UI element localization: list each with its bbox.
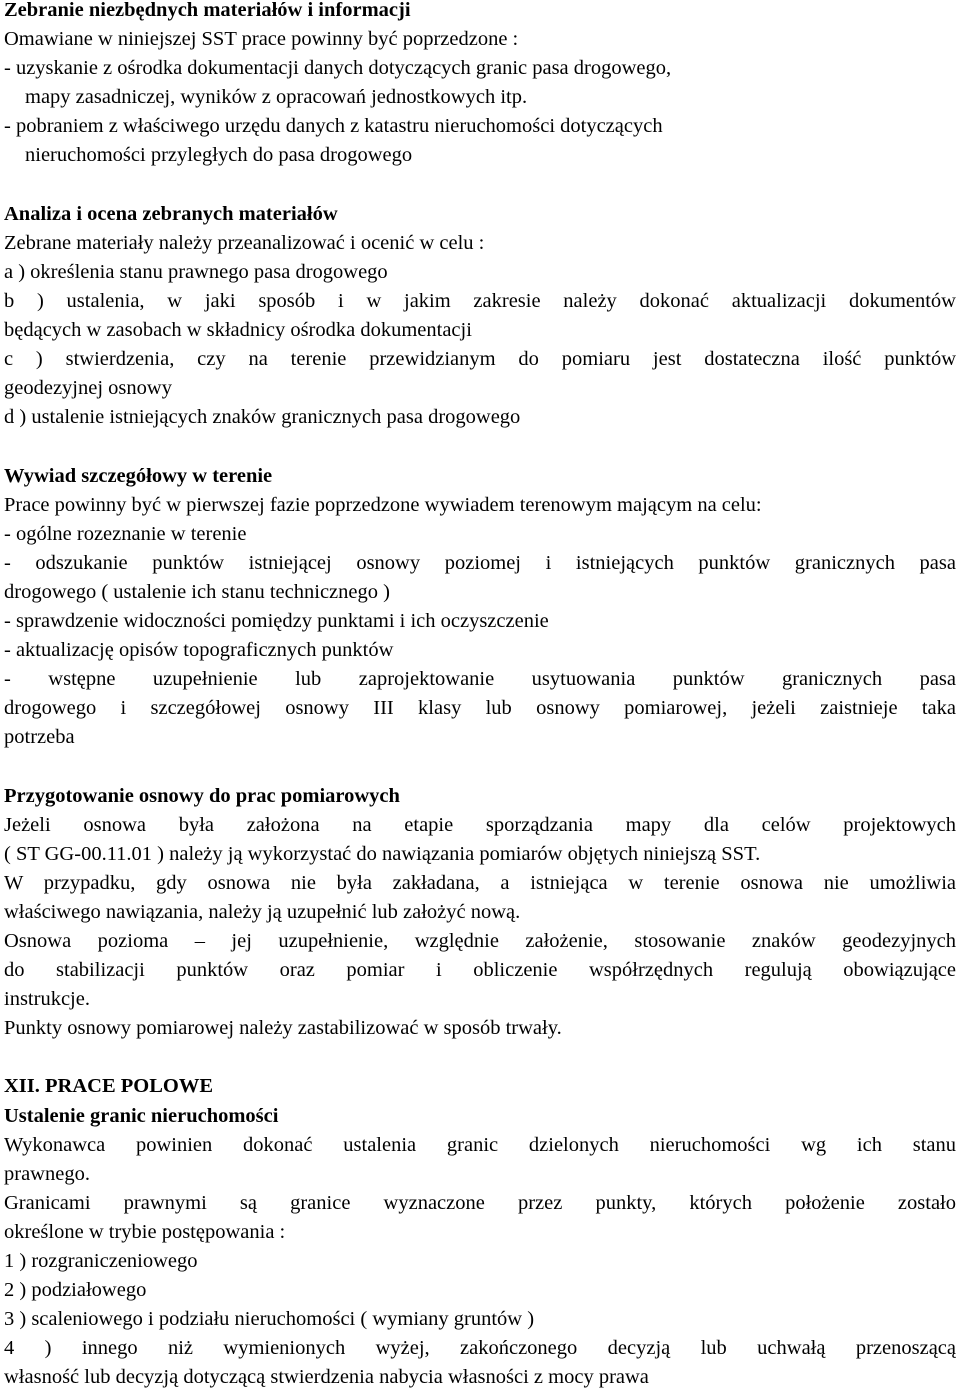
list-item: - aktualizację opisów topograficznych punktów [4,639,394,662]
paragraph-line: Omawiane w niniejszej SST prace powinny być poprzedzone : [4,28,519,51]
paragraph-line: do stabilizacji punktów oraz pomiar i obliczenie współrzędnych regulują obowiązujące [4,959,956,982]
list-item-continuation: nieruchomości przyległych do pasa drogowego [25,144,413,167]
list-item: a ) określenia stanu prawnego pasa drogowego [4,260,388,283]
list-item-continuation: drogowego ( ustalenie ich stanu technicznego ) [4,580,390,603]
section-gap [4,432,956,461]
list-item: 1 ) rozgraniczeniowego [4,1250,198,1273]
paragraph-line: Prace powinny być w pierwszej fazie poprzedzone wywiadem terenowym mającym na celu: [4,493,762,516]
heading-analiza: Analiza i ocena zebranych materiałów [4,202,338,225]
paragraph-line: ( ST GG-00.11.01 ) należy ją wykorzystać do nawiązania pomiarów objętych niniejszą SST. [4,842,761,865]
paragraph-line: Jeżeli osnowa była założona na etapie sporządzania mapy dla celów projektowych [4,813,956,836]
list-item: 4 ) innego niż wymienionych wyżej, zakończonego decyzją lub uchwałą przenoszącą [4,1337,956,1360]
list-item-continuation: potrzeba [4,726,75,749]
list-item-continuation: geodezyjnej osnowy [4,377,172,400]
section-gap [4,752,956,781]
paragraph-line: Wykonawca powinien dokonać ustalenia granic dzielonych nieruchomości wg ich stanu [4,1133,956,1156]
section-gap [4,1043,956,1072]
list-item-continuation: mapy zasadniczej, wyników z opracowań jednostkowych itp. [25,86,528,109]
paragraph-line: Zebrane materiały należy przeanalizować i ocenić w celu : [4,231,485,254]
list-item-continuation: drogowego i szczegółowej osnowy III klasy lub osnowy pomiarowej, jeżeli zaistnieje taka [4,697,956,720]
list-item: - wstępne uzupełnienie lub zaprojektowanie usytuowania punktów granicznych pasa [4,668,956,691]
list-item: - uzyskanie z ośrodka dokumentacji danych dotyczących granic pasa drogowego, [4,57,672,80]
list-item: b ) ustalenia, w jaki sposób i w jakim zakresie należy dokonać aktualizacji dokumentów [4,289,956,312]
paragraph-line: określone w trybie postępowania : [4,1220,286,1243]
list-item: 2 ) podziałowego [4,1279,147,1302]
list-item-continuation: własność lub decyzją dotyczącą stwierdzenia nabycia własności z mocy prawa [4,1366,649,1389]
heading-przygotowanie: Przygotowanie osnowy do prac pomiarowych [4,784,400,807]
list-item: - ogólne rozeznanie w terenie [4,522,247,545]
heading-zebranie: Zebranie niezbędnych materiałów i informacji [4,0,411,21]
chapter-heading: XII. PRACE POLOWE [4,1075,214,1098]
list-item-continuation: będących w zasobach w składnicy ośrodka dokumentacji [4,319,472,342]
list-item: - pobraniem z właściwego urzędu danych z katastru nieruchomości dotyczących [4,115,663,138]
list-item: - sprawdzenie widoczności pomiędzy punktami i ich oczyszczenie [4,609,549,632]
paragraph-line: instrukcje. [4,988,90,1011]
paragraph-line: właściwego nawiązania, należy ją uzupełnić lub założyć nową. [4,900,521,923]
list-item: - odszukanie punktów istniejącej osnowy poziomej i istniejących punktów granicznych pasa [4,551,956,574]
list-item: c ) stwierdzenia, czy na terenie przewidzianym do pomiaru jest dostateczna ilość punktów [4,348,956,371]
heading-wywiad: Wywiad szczegółowy w terenie [4,464,273,487]
paragraph-line: W przypadku, gdy osnowa nie była zakładana, a istniejąca w terenie osnowa nie umożliwia [4,871,956,894]
list-item: 3 ) scaleniowego i podziału nieruchomości ( wymiany gruntów ) [4,1308,535,1331]
section-gap [4,171,956,200]
heading-ustalenie-granic: Ustalenie granic nieruchomości [4,1104,279,1127]
list-item: d ) ustalenie istniejących znaków granicznych pasa drogowego [4,406,521,429]
paragraph-line: Punkty osnowy pomiarowej należy zastabilizować w sposób trwały. [4,1017,562,1040]
paragraph-line: Granicami prawnymi są granice wyznaczone przez punkty, których położenie zostało [4,1191,956,1214]
paragraph-line: Osnowa pozioma – jej uzupełnienie, względnie założenie, stosowanie znaków geodezyjnych [4,930,956,952]
paragraph-line: prawnego. [4,1162,90,1185]
